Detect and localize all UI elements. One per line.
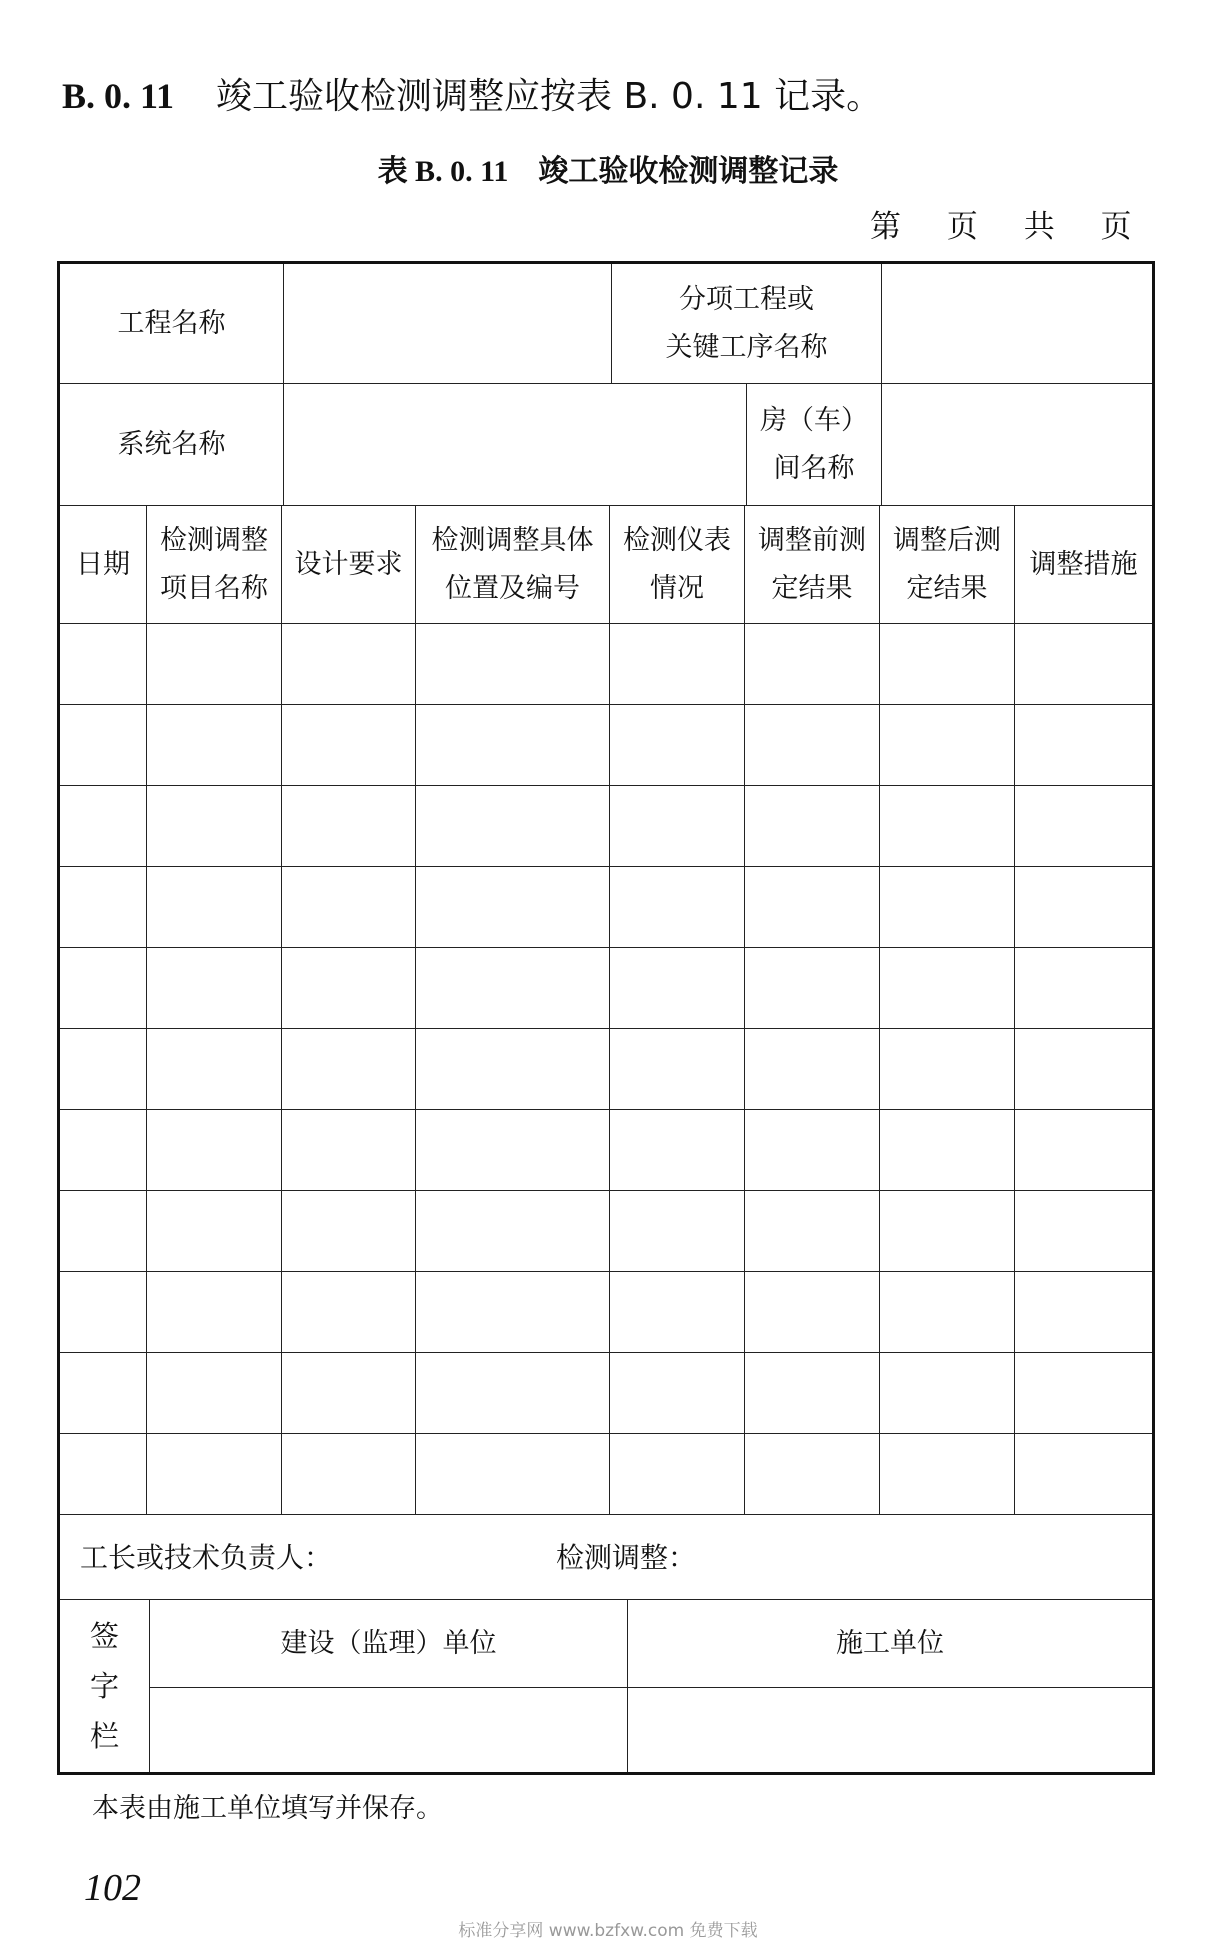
table-cell[interactable]: [610, 1110, 745, 1191]
table-cell[interactable]: [416, 1353, 610, 1434]
table-cell[interactable]: [610, 1272, 745, 1353]
table-cell[interactable]: [745, 948, 880, 1029]
table-cell[interactable]: [60, 1029, 147, 1110]
table-cell[interactable]: [60, 1434, 147, 1515]
table-cell[interactable]: [745, 1029, 880, 1110]
system-name-value[interactable]: [284, 384, 747, 506]
table-cell[interactable]: [416, 1029, 610, 1110]
table-cell[interactable]: [880, 624, 1015, 705]
table-cell[interactable]: [610, 1353, 745, 1434]
table-cell[interactable]: [147, 1434, 282, 1515]
column-header-line2: 定结果: [906, 572, 988, 604]
table-cell[interactable]: [282, 1110, 416, 1191]
table-cell[interactable]: [416, 786, 610, 867]
table-cell[interactable]: [416, 1191, 610, 1272]
signature-label: [60, 1600, 150, 1772]
table-cell[interactable]: [147, 1353, 282, 1434]
table-cell[interactable]: [880, 867, 1015, 948]
subitem-value[interactable]: [882, 264, 1152, 384]
table-cell[interactable]: [282, 786, 416, 867]
client-signature[interactable]: [150, 1688, 628, 1772]
contractor-signature[interactable]: [628, 1688, 1152, 1772]
table-cell[interactable]: [60, 705, 147, 786]
column-header-line1: 设计要求: [294, 548, 403, 580]
project-name-value[interactable]: [284, 264, 612, 384]
table-cell[interactable]: [880, 705, 1015, 786]
table-title: [0, 150, 1216, 194]
table-cell[interactable]: [745, 1434, 880, 1515]
table-cell[interactable]: [610, 867, 745, 948]
table-cell[interactable]: [880, 1434, 1015, 1515]
table-cell[interactable]: [610, 948, 745, 1029]
table-cell[interactable]: [60, 867, 147, 948]
table-cell[interactable]: [880, 1110, 1015, 1191]
table-cell[interactable]: [282, 1434, 416, 1515]
table-cell[interactable]: [745, 1191, 880, 1272]
project-name-label: 工程名称: [60, 264, 284, 384]
column-header-line1: 调整前测: [758, 524, 866, 556]
table-cell[interactable]: [60, 786, 147, 867]
table-cell[interactable]: [282, 1353, 416, 1434]
table-cell[interactable]: [416, 1110, 610, 1191]
table-cell[interactable]: [745, 1272, 880, 1353]
room-label-line2: 间名称: [773, 452, 855, 484]
column-header: [60, 506, 147, 624]
table-number: 表 B. 0. 11: [377, 155, 509, 188]
table-cell[interactable]: [147, 1191, 282, 1272]
table-cell[interactable]: [147, 624, 282, 705]
table-cell[interactable]: [1015, 1272, 1152, 1353]
table-cell[interactable]: [745, 624, 880, 705]
column-header-line1: 检测调整具体: [431, 524, 594, 556]
column-header: [282, 506, 416, 624]
table-cell[interactable]: [282, 1029, 416, 1110]
table-cell[interactable]: [416, 624, 610, 705]
column-header-line2: 定结果: [771, 572, 853, 604]
table-cell[interactable]: [282, 624, 416, 705]
section-heading: [62, 66, 882, 126]
table-cell[interactable]: [147, 867, 282, 948]
column-header: [880, 506, 1015, 624]
table-cell[interactable]: [1015, 705, 1152, 786]
table-cell[interactable]: [282, 705, 416, 786]
table-cell[interactable]: [1015, 624, 1152, 705]
table-cell[interactable]: [1015, 1029, 1152, 1110]
contractor-label: 施工单位: [628, 1600, 1152, 1688]
client-label: 建设（监理）单位: [150, 1600, 628, 1688]
inspector-label: 检测调整：: [556, 1541, 697, 1574]
table-cell[interactable]: [745, 867, 880, 948]
responsible-row: [60, 1519, 1152, 1600]
table-cell[interactable]: [147, 705, 282, 786]
table-cell[interactable]: [416, 948, 610, 1029]
table-cell[interactable]: [1015, 1110, 1152, 1191]
section-text: 竣工验收检测调整应按表 B. 0. 11 记录。: [216, 76, 883, 117]
record-form: [57, 261, 1155, 1775]
table-cell[interactable]: [60, 624, 147, 705]
table-cell[interactable]: [60, 948, 147, 1029]
table-cell[interactable]: [1015, 867, 1152, 948]
column-header: [1015, 506, 1152, 624]
foreman-label: 工长或技术负责人：: [80, 1541, 333, 1574]
table-cell[interactable]: [610, 624, 745, 705]
table-cell[interactable]: [147, 1110, 282, 1191]
section-number: B. 0. 11: [62, 76, 175, 116]
table-cell[interactable]: [880, 1029, 1015, 1110]
column-header-line1: 检测仪表: [623, 524, 731, 556]
table-cell[interactable]: [282, 867, 416, 948]
table-cell[interactable]: [60, 1272, 147, 1353]
column-header-line1: 调整后测: [893, 524, 1001, 556]
table-cell[interactable]: [147, 1272, 282, 1353]
table-title-text: 竣工验收检测调整记录: [538, 154, 839, 189]
column-header: [147, 506, 282, 624]
column-header: [610, 506, 745, 624]
signature-label-text: 签字栏: [90, 1619, 120, 1753]
table-cell[interactable]: [147, 948, 282, 1029]
table-cell[interactable]: [1015, 1191, 1152, 1272]
subitem-label-line1: 分项工程或: [679, 283, 814, 315]
table-cell[interactable]: [282, 948, 416, 1029]
table-cell[interactable]: [880, 1353, 1015, 1434]
footnote: 本表由施工单位填写并保存。: [92, 1793, 443, 1824]
table-cell[interactable]: [610, 705, 745, 786]
column-header-line2: 位置及编号: [445, 572, 580, 604]
room-label-line1: 房（车）: [760, 404, 868, 436]
table-cell[interactable]: [282, 1191, 416, 1272]
column-header-line1: 日期: [76, 548, 130, 580]
table-cell[interactable]: [745, 705, 880, 786]
table-cell[interactable]: [1015, 1353, 1152, 1434]
table-cell[interactable]: [880, 786, 1015, 867]
table-cell[interactable]: [147, 1029, 282, 1110]
page-number: 102: [84, 1867, 141, 1909]
table-cell[interactable]: [1015, 786, 1152, 867]
table-cell[interactable]: [1015, 1434, 1152, 1515]
table-cell[interactable]: [416, 1434, 610, 1515]
page-count: 第 页 共 页: [870, 209, 1150, 245]
table-cell[interactable]: [147, 786, 282, 867]
watermark: 标准分享网 www.bzfxw.com 免费下载: [458, 1921, 758, 1941]
table-cell[interactable]: [416, 867, 610, 948]
column-header: [416, 506, 610, 624]
room-value[interactable]: [882, 384, 1152, 506]
table-cell[interactable]: [745, 786, 880, 867]
table-cell[interactable]: [610, 1434, 745, 1515]
table-cell[interactable]: [880, 1272, 1015, 1353]
table-cell[interactable]: [745, 1110, 880, 1191]
table-cell[interactable]: [880, 948, 1015, 1029]
table-cell[interactable]: [416, 705, 610, 786]
table-cell[interactable]: [610, 1191, 745, 1272]
table-cell[interactable]: [610, 786, 745, 867]
table-cell[interactable]: [1015, 948, 1152, 1029]
table-cell[interactable]: [880, 1191, 1015, 1272]
column-header: [745, 506, 880, 624]
column-header-line1: 调整措施: [1029, 548, 1138, 580]
table-cell[interactable]: [60, 1110, 147, 1191]
table-cell[interactable]: [60, 1191, 147, 1272]
room-label: [747, 384, 882, 506]
system-name-label: 系统名称: [60, 384, 284, 506]
column-header-line2: 项目名称: [160, 572, 268, 604]
table-cell[interactable]: [60, 1353, 147, 1434]
table-cell[interactable]: [416, 1272, 610, 1353]
table-cell[interactable]: [282, 1272, 416, 1353]
table-cell[interactable]: [610, 1029, 745, 1110]
subitem-label-line2: 关键工序名称: [665, 331, 828, 363]
subitem-label: [612, 264, 882, 384]
column-header-line2: 情况: [650, 572, 704, 604]
column-header-line1: 检测调整: [160, 524, 268, 556]
table-cell[interactable]: [745, 1353, 880, 1434]
